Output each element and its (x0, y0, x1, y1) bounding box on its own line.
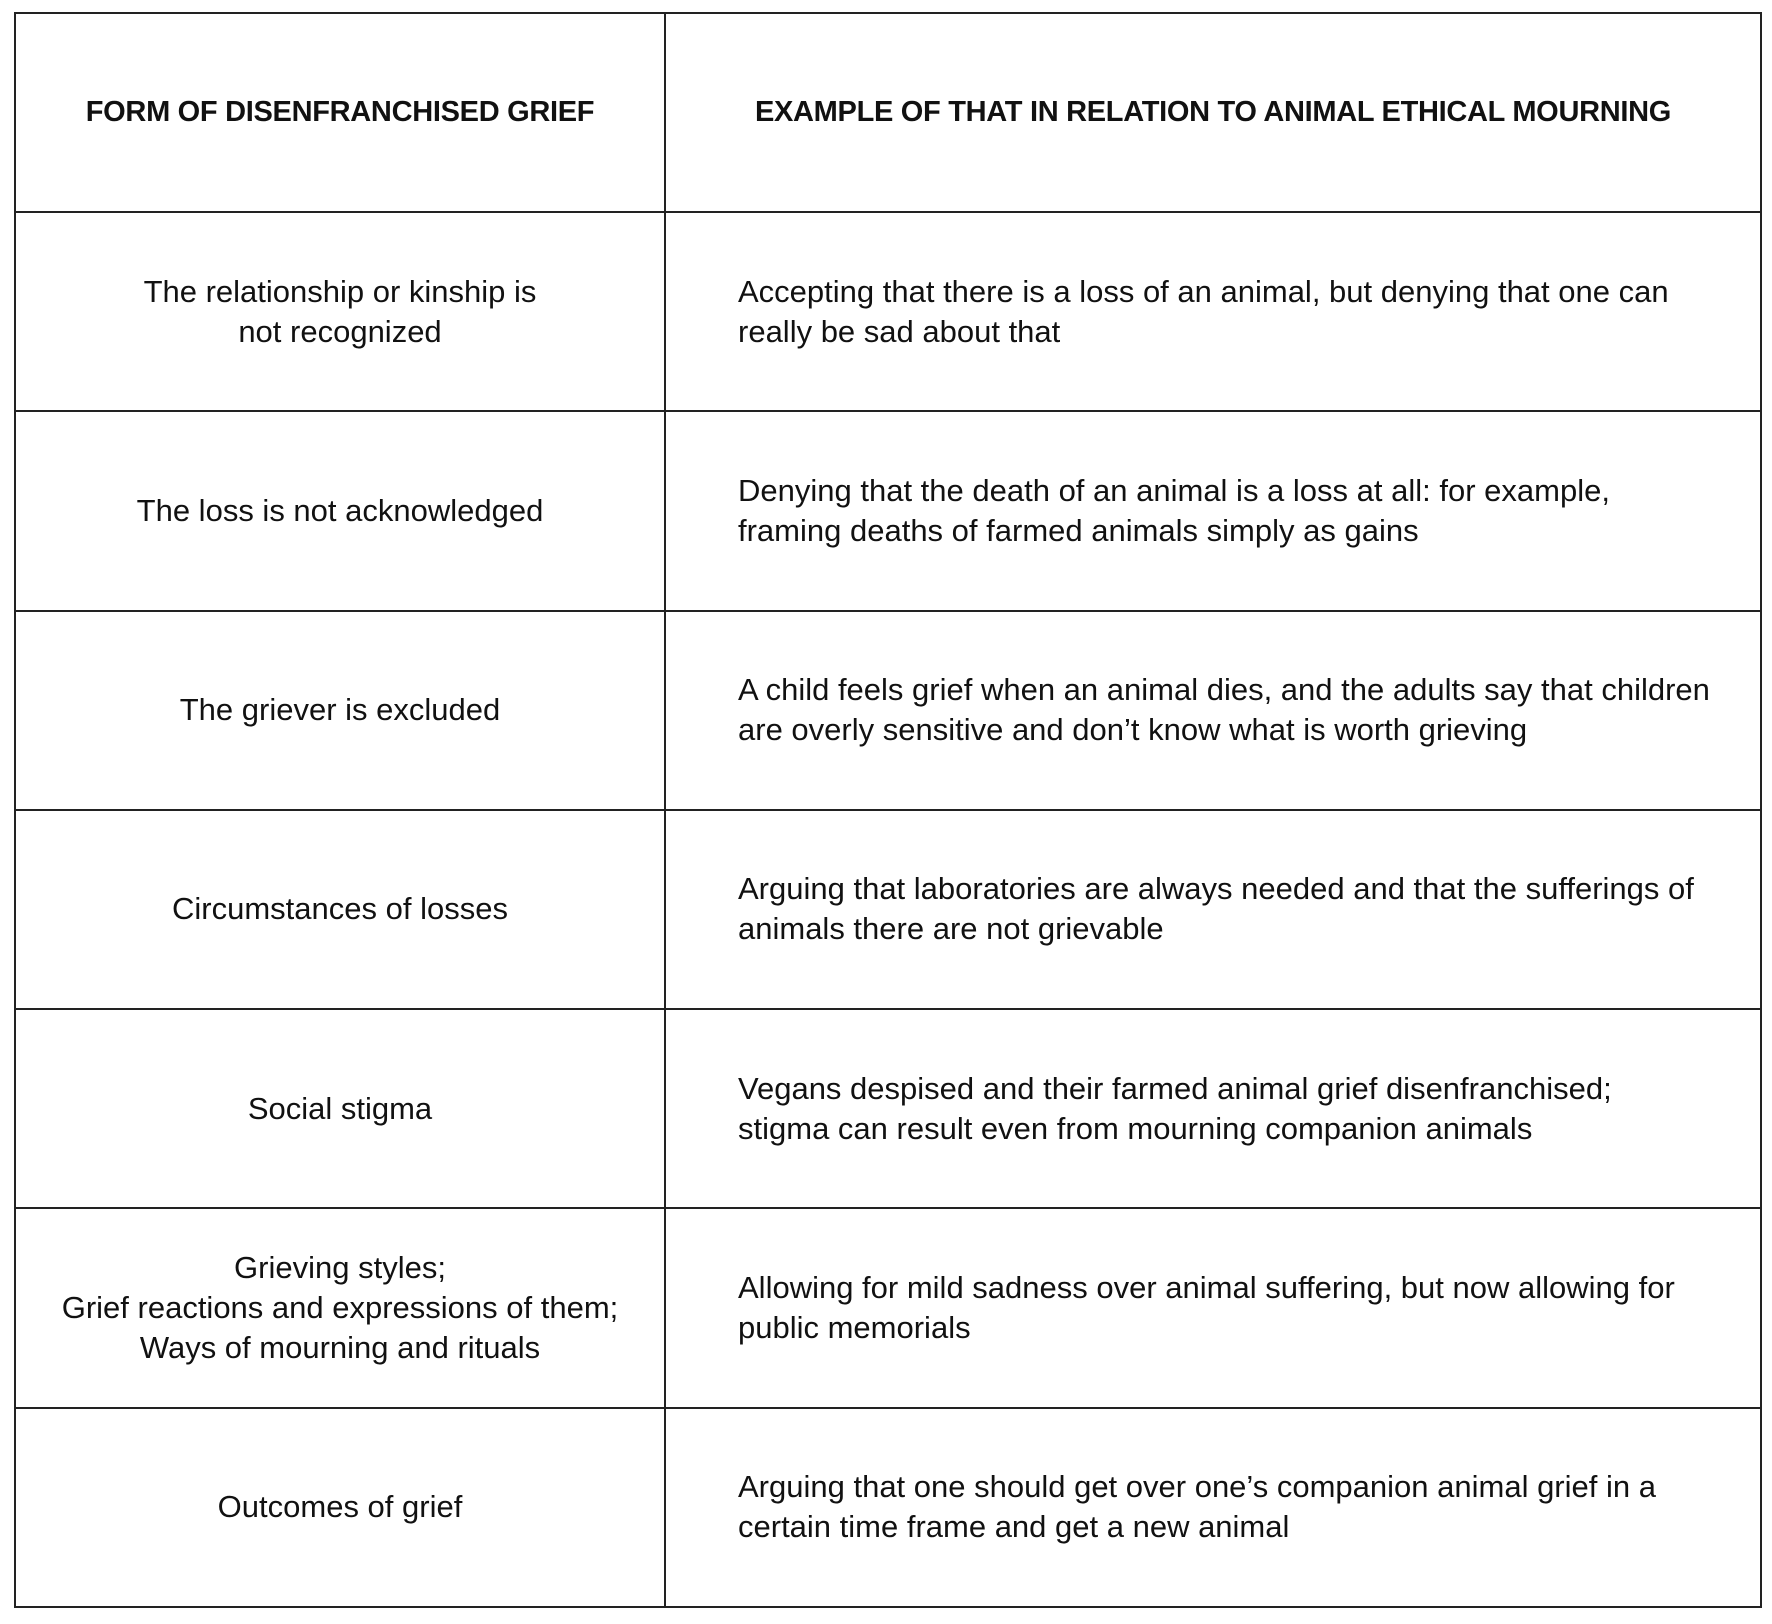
table-row (15, 810, 1761, 1009)
form-cell: Social stigma (15, 1009, 665, 1208)
table-row (15, 1408, 1761, 1607)
example-cell: Vegans despised and their farmed animal grief disenfranchised; stigma can result even from mourning companion animals (665, 1009, 1761, 1208)
table-row (15, 1208, 1761, 1407)
disenfranchised-grief-table (14, 12, 1762, 1608)
table-row (15, 1009, 1761, 1208)
form-cell: The loss is not acknowledged (15, 411, 665, 610)
table-row (15, 611, 1761, 810)
example-cell: Denying that the death of an animal is a loss at all: for example, framing deaths of farmed animals simply as gains (665, 411, 1761, 610)
form-cell: Circumstances of losses (15, 810, 665, 1009)
table-row (15, 212, 1761, 411)
table-header (15, 13, 1761, 212)
header-example: EXAMPLE OF THAT IN RELATION TO ANIMAL ETHICAL MOURNING (665, 13, 1761, 212)
form-cell: Grieving styles; Grief reactions and expressions of them; Ways of mourning and rituals (15, 1208, 665, 1407)
example-cell: Accepting that there is a loss of an animal, but denying that one can really be sad about that (665, 212, 1761, 411)
header-form-of-grief: FORM OF DISENFRANCHISED GRIEF (15, 13, 665, 212)
example-cell: Arguing that one should get over one’s companion animal grief in a certain time frame and get a new animal (665, 1408, 1761, 1607)
example-cell: A child feels grief when an animal dies, and the adults say that children are overly sensitive and don’t know what is worth grieving (665, 611, 1761, 810)
example-cell: Allowing for mild sadness over animal suffering, but now allowing for public memorials (665, 1208, 1761, 1407)
form-cell: The griever is excluded (15, 611, 665, 810)
form-cell: Outcomes of grief (15, 1408, 665, 1607)
table-row (15, 411, 1761, 610)
header-row (15, 13, 1761, 212)
table-body (15, 212, 1761, 1607)
form-cell: The relationship or kinship is not recognized (15, 212, 665, 411)
example-cell: Arguing that laboratories are always needed and that the sufferings of animals there are not grievable (665, 810, 1761, 1009)
